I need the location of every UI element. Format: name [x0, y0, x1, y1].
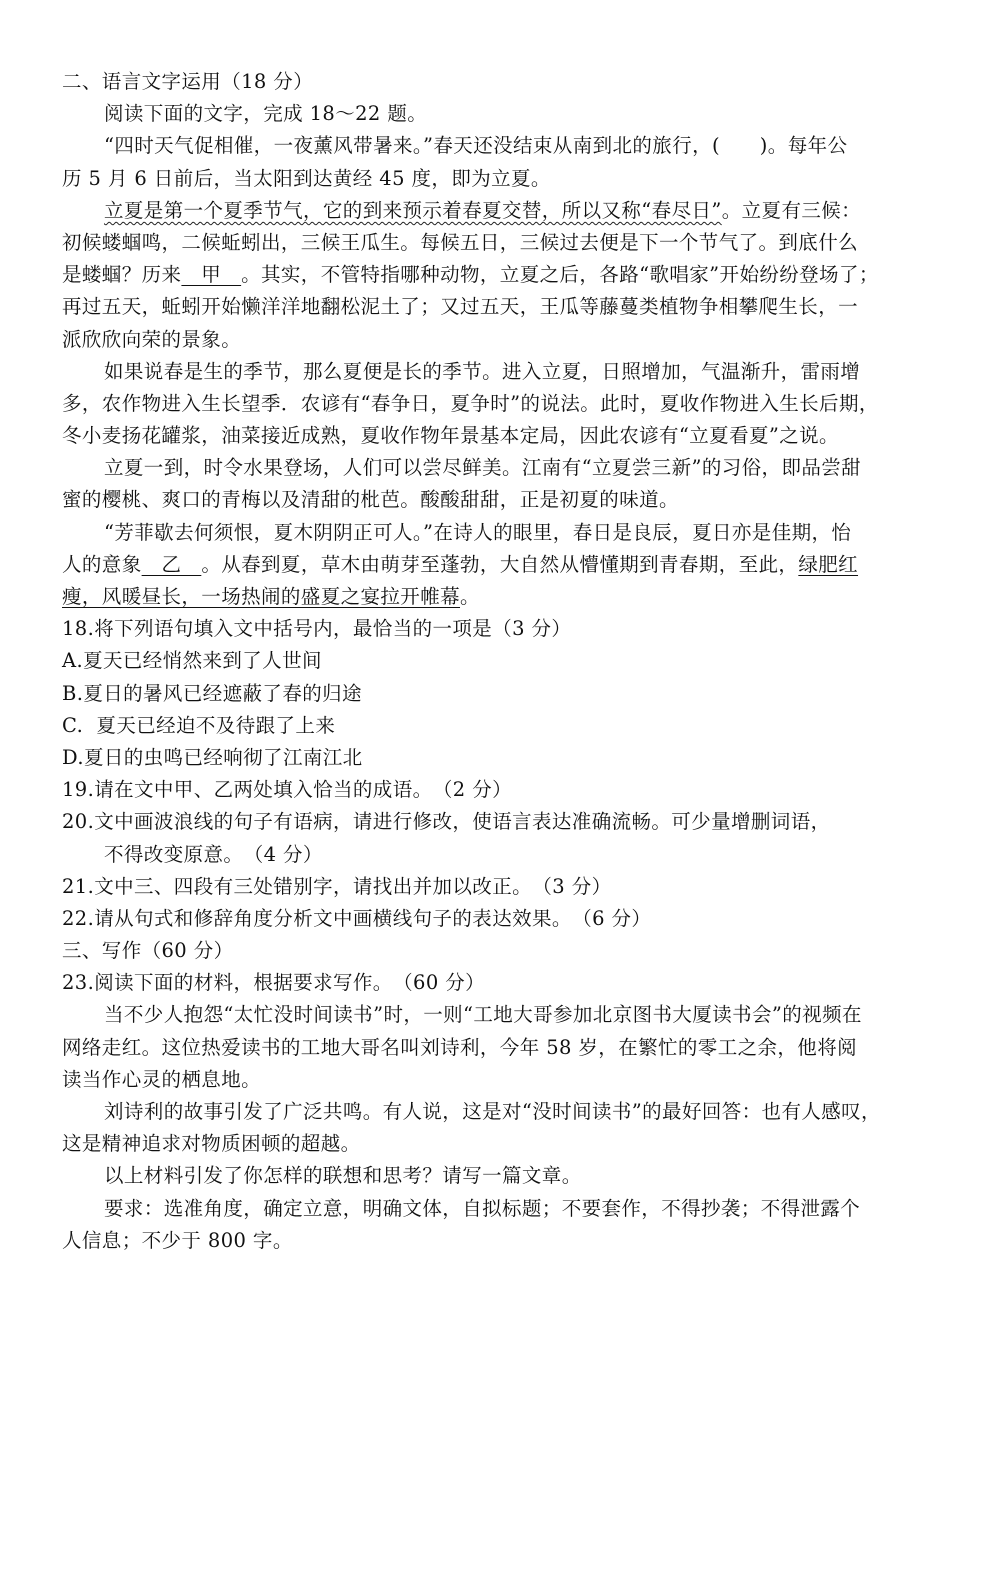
- passage-line: [62, 549, 922, 581]
- passage-text: 。: [460, 585, 480, 608]
- question-20: 20.文中画波浪线的句子有语病，请进行修改，使语言表达准确流畅。可少量增删词语，: [62, 810, 831, 834]
- section-heading: 二、语言文字运用（18 分）: [62, 70, 314, 93]
- section-heading: 三、写作（60 分）: [62, 939, 234, 963]
- passage-text: 是蝼蝈？历来: [62, 263, 182, 287]
- passage-text: 。从春到夏，草木由萌芽至蓬勃，大自然从懵懂期到青春期，至此，: [201, 552, 799, 576]
- blank-jia: 甲: [181, 263, 242, 287]
- option-a: A.夏天已经悄然来到了人世间: [62, 649, 322, 673]
- option-b: B.夏日的暑风已经遮蔽了春的归途: [62, 681, 362, 705]
- question-19: 19.请在文中甲、乙两处填入恰当的成语。 （2 分）: [62, 778, 513, 802]
- passage-line: [62, 581, 922, 613]
- material-line: 以上材料引发了你怎样的联想和思考？请写一篇文章。: [104, 1164, 582, 1188]
- underlined-sentence: 瘦，风暖昼长，一场热闹的盛夏之宴拉开帷幕: [62, 585, 461, 608]
- passage-line: [62, 195, 922, 227]
- underlined-sentence: 绿肥红: [798, 552, 859, 576]
- reading-instruction: 阅读下面的文字，完成 18～22 题。: [104, 102, 428, 126]
- question-23: 23.阅读下面的材料，根据要求写作。 （60 分）: [62, 971, 486, 995]
- blank-yi: 乙: [141, 552, 202, 576]
- passage-line: “四时天气促相催，一夜薰风带暑来。”春天还没结束从南到北的旅行，( )。每年公: [104, 134, 848, 158]
- exam-page: [62, 66, 922, 1257]
- passage-line: 多，农作物进入生长望季．农谚有“春争日，夏争时”的说法。此时，夏收作物进入生长后期，: [62, 391, 879, 415]
- material-line: 读当作心灵的栖息地。: [62, 1067, 262, 1091]
- passage-line: 蜜的樱桃、爽口的青梅以及清甜的枇芭。酸酸甜甜，正是初夏的味道。: [62, 488, 679, 512]
- material-line: 这是精神追求对物质困顿的超越。: [62, 1132, 361, 1156]
- passage-line: 立夏一到，时令水果登场，人们可以尝尽鲜美。江南有“立夏尝三新”的习俗，即品尝甜: [104, 456, 862, 480]
- passage-line: 初候蝼蝈鸣，二候蚯蚓出，三候王瓜生。每候五日，三候过去便是下一个节气了。到底什么: [62, 230, 859, 254]
- material-line: 网络走红。这位热爱读书的工地大哥名叫刘诗利，今年 58 岁，在繁忙的零工之余，他将阅: [62, 1035, 858, 1059]
- question-18: 18.将下列语句填入文中括号内，最恰当的一项是（3 分）: [62, 617, 572, 641]
- passage-text: 。立夏有三候：: [721, 198, 862, 222]
- option-c: C. 夏天已经迫不及待跟了上来: [62, 713, 336, 737]
- passage-line: 再过五天，蚯蚓开始懒洋洋地翻松泥土了；又过五天，王瓜等藤蔓类植物争相攀爬生长，一: [62, 295, 859, 319]
- passage-line: 历 5 月 6 日前后，当太阳到达黄经 45 度，即为立夏。: [62, 166, 551, 190]
- passage-line: 如果说春是生的季节，那么夏便是长的季节。进入立夏，日照增加，气温渐升，雷雨增: [104, 359, 861, 383]
- question-21: 21.文中三、四段有三处错别字，请找出并加以改正。 （3 分）: [62, 874, 612, 898]
- passage-line: 冬小麦扬花罐浆，油菜接近成熟，夏收作物年景基本定局，因此农谚有“立夏看夏”之说。: [62, 424, 839, 448]
- question-22: 22.请从句式和修辞角度分析文中画横线句子的表达效果。 （6 分）: [62, 906, 652, 930]
- passage-text: 。其实，不管特指哪种动物，立夏之后，各路“歌唱家”开始纷纷登场了；: [241, 263, 879, 287]
- passage-line: “芳菲歇去何须恨，夏木阴阴正可人。”在诗人的眼里，春日是良辰，夏日亦是佳期，怡: [104, 520, 852, 544]
- material-line: 当不少人抱怨“太忙没时间读书”时，一则“工地大哥参加北京图书大厦读书会”的视频在: [104, 1003, 862, 1027]
- question-20-continued: 不得改变原意。 （4 分）: [104, 842, 323, 866]
- option-d: D.夏日的虫鸣已经响彻了江南江北: [62, 745, 363, 769]
- material-line: 刘诗利的故事引发了广泛共鸣。有人说，这是对“没时间读书”的最好回答：也有人感叹，: [104, 1100, 881, 1123]
- passage-text: 人的意象: [62, 552, 142, 576]
- wavy-underlined-sentence: 立夏是第一个夏季节气，它的到来预示着春夏交替，所以又称“春尽日”: [104, 198, 722, 222]
- passage-line: [62, 259, 922, 291]
- writing-requirements: 要求：选准角度，确定立意，明确文体，自拟标题；不要套作，不得抄袭；不得泄露个: [104, 1196, 861, 1220]
- writing-requirements: 人信息；不少于 800 字。: [62, 1228, 293, 1252]
- passage-line: 派欣欣向荣的景象。: [62, 327, 242, 351]
